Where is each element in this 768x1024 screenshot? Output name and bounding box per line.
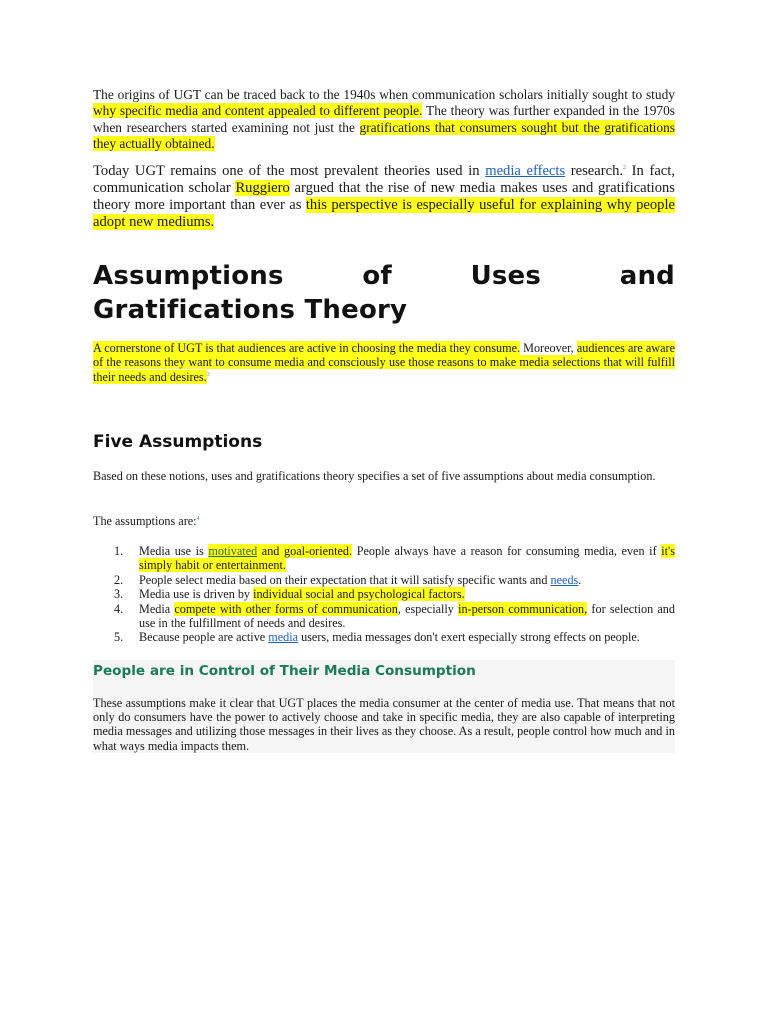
text: The theory was further expanded in the 1970s when researchers started examining not just the (93, 103, 675, 135)
list-number: 1. (114, 544, 124, 558)
highlight: this perspective is especially useful for explaining why people adopt new mediums. (93, 197, 676, 230)
text: People select media based on their expectation that it will satisfy specific wants and (139, 572, 551, 587)
media-effects-link[interactable]: media effects (485, 163, 566, 179)
text: Today UGT remains one of the most prevalent theories used in (93, 163, 486, 179)
highlight: gratifications that consumers sought but the gratifications they actually obtained. (93, 119, 675, 152)
paragraph-notions: Based on these notions, uses and gratifications theory specifies a set of five assumptions about media consumption. (93, 469, 656, 483)
highlight: and goal-oriented. (257, 544, 353, 558)
text: The origins of UGT can be traced back to the 1940s when communication scholars initially sought to study (93, 87, 675, 102)
footnote-ref[interactable]: 3 (206, 371, 210, 378)
text: The assumptions are: (93, 514, 197, 528)
list-number: 5. (114, 630, 124, 645)
text: Because people are active (139, 630, 269, 645)
list-item (93, 544, 675, 573)
list-item (93, 630, 675, 644)
highlight: Ruggiero (235, 180, 290, 196)
list-item (93, 602, 675, 631)
callout-text: These assumptions make it clear that UGT places the media consumer at the center of media use. That means that not only do consumers have the power to actively choose and take in specific media, they are also capable of interpreting media messages and utilizing those messages in their lives as they choose. As a result, people control how much and in what ways media impacts them. (93, 696, 675, 753)
text: Media use is driven by (139, 587, 254, 602)
text: argued that the rise of new media makes uses and gratifications theory more important than ever as (93, 180, 675, 213)
highlight: compete with other forms of communication (174, 601, 398, 616)
paragraph-today (93, 163, 675, 231)
list-number: 4. (114, 601, 124, 616)
paragraph-assumptions-intro (93, 514, 675, 529)
text: People always have a reason for consuming media, even if (352, 544, 662, 558)
highlight: audiences are aware of the reasons they want to consume media and consciously use those reasons to make media selections that will fulfill their needs and desires. (93, 341, 675, 384)
list-item (93, 587, 675, 601)
highlight: A cornerstone of UGT is that audiences are active in choosing the media they consume. (93, 341, 521, 355)
text: users, media messages don't exert especially strong effects on people. (298, 630, 640, 645)
list-number: 3. (114, 587, 124, 602)
paragraph-cornerstone (93, 341, 675, 384)
section-heading: Assumptions of Uses and Gratifications Theory (93, 261, 675, 325)
list-number: 2. (114, 572, 124, 587)
footnote-ref[interactable]: 2 (623, 165, 627, 172)
subheading-five-assumptions: Five Assumptions (93, 432, 263, 452)
callout-title: People are in Control of Their Media Consumption (93, 663, 476, 679)
text: Moreover, (520, 341, 577, 355)
text: In fact, communication scholar (93, 163, 675, 196)
media-link[interactable]: media (268, 630, 299, 645)
text: Media (139, 601, 175, 616)
highlight: it's simply habit or entertainment. (139, 544, 675, 573)
motivated-link[interactable]: motivated (208, 544, 258, 558)
highlight: why specific media and content appealed to different people. (93, 103, 423, 119)
text: for selection and use in the fulfillment of needs and desires. (139, 601, 675, 631)
paragraph-origins (93, 87, 675, 153)
text: , especially (397, 601, 459, 616)
text: . (578, 572, 582, 587)
needs-link[interactable]: needs (550, 572, 579, 587)
assumptions-list (93, 544, 675, 645)
text: Media use is (139, 544, 209, 558)
list-item (93, 573, 675, 587)
text: research. (565, 163, 624, 179)
highlight: in-person communication, (458, 601, 588, 616)
footnote-ref[interactable]: 4 (196, 515, 200, 522)
highlight: individual social and psychological factors. (253, 587, 465, 602)
